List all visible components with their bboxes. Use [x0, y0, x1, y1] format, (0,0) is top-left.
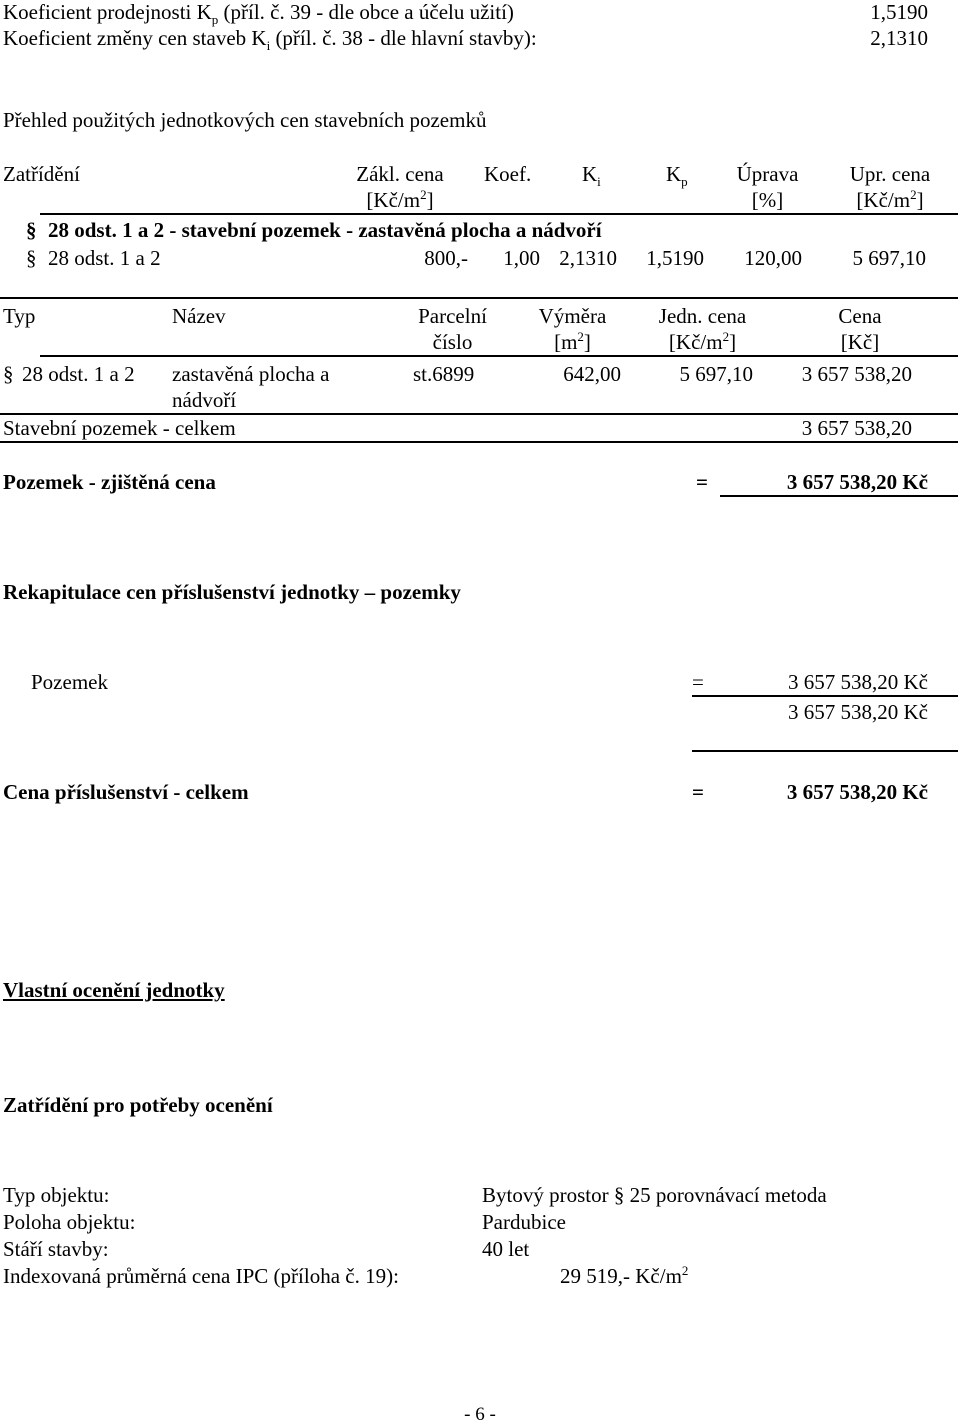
section-title: 28 odst. 1 a 2 - stavební pozemek - zastavěná plocha a nádvoří [48, 218, 602, 242]
row-uprava: 120,00 [744, 246, 802, 270]
building-age-value: 40 let [482, 1237, 530, 1261]
header-koef: Koef. [484, 162, 532, 186]
kp-coefficient-value: 1,5190 [870, 0, 928, 24]
recap-subtotal-rule [692, 750, 958, 752]
row-koef: 1,00 [503, 246, 540, 270]
land-row-nazev-cont: nádvoří [172, 388, 237, 412]
recap-item-value: 3 657 538,20 Kč [788, 670, 928, 694]
land-total-rule [0, 441, 958, 443]
header-uprava-unit: [%] [751, 188, 784, 212]
header-upr-cena-unit: $[Kč/m^2]$ [856, 187, 924, 212]
header-upr-cena: Upr. cena [849, 162, 931, 186]
valuation-title: Vlastní ocenění jednotky [3, 978, 225, 1002]
land-total-value: 3 657 538,20 [801, 416, 912, 440]
recap-total-label: Cena příslušenství - celkem [3, 780, 249, 804]
ki-coefficient-value: 2,1310 [870, 26, 928, 50]
recap-item-eq: = [692, 670, 704, 694]
land-row-typ: 28 odst. 1 a 2 [22, 362, 135, 386]
land-row-nazev: zastavěná plocha a [172, 362, 330, 386]
recap-item-rule [692, 695, 958, 697]
land-row-vymera: 642,00 [563, 362, 621, 386]
land-header-typ: Typ [3, 304, 36, 328]
land-header-jedn-cena: Jedn. cena [658, 304, 747, 328]
land-row-cena: 3 657 538,20 [801, 362, 912, 386]
row-upr-cena: 5 697,10 [852, 246, 926, 270]
building-age-label: Stáří stavby: [3, 1237, 109, 1261]
land-header-cena: Cena [838, 304, 882, 328]
land-header-nazev: Název [172, 304, 226, 328]
ipc-label: Indexovaná průměrná cena IPC (příloha č. 19): [3, 1264, 399, 1288]
object-location-label: Poloha objektu: [3, 1210, 136, 1234]
recap-title: Rekapitulace cen příslušenství jednotky – pozemky [3, 580, 461, 604]
recap-subtotal: 3 657 538,20 Kč [788, 700, 928, 724]
kp-coefficient-label: Koeficient prodejnosti $K_p$ (příl. č. 39 - dle obce a účelu užití) [3, 0, 514, 28]
land-result-rule [720, 495, 958, 497]
land-result-value: 3 657 538,20 Kč [786, 470, 928, 494]
recap-total-eq: = [692, 780, 704, 804]
page-number: - 6 - [464, 1404, 496, 1425]
object-type-label: Typ objektu: [3, 1183, 110, 1207]
header-rule [40, 213, 958, 215]
land-row-parcelni: st.6899 [413, 362, 475, 386]
land-row-jedn-cena: 5 697,10 [679, 362, 753, 386]
header-zatrideni: Zatřídění [3, 162, 80, 186]
land-header-jedn-cena-unit: $[Kč/m^2]$ [668, 329, 737, 354]
land-result-eq: = [696, 470, 708, 494]
ki-coefficient-label: Koeficient změny cen staveb $K_i$ (příl. č. 38 - dle hlavní stavby): [3, 26, 537, 54]
row-zatrideni: 28 odst. 1 a 2 [48, 246, 161, 270]
header-kp: $K_p$ [666, 162, 688, 190]
section-symbol: § [26, 218, 37, 242]
object-location-value: Pardubice [482, 1210, 566, 1234]
land-row-section-symbol: § [3, 362, 14, 386]
row-zakl-cena: 800,- [424, 246, 468, 270]
recap-item-label: Pozemek [31, 670, 108, 694]
land-total-label: Stavební pozemek - celkem [3, 416, 236, 440]
classification-title: Zatřídění pro potřeby ocenění [3, 1093, 273, 1117]
row-section-symbol: § [26, 246, 37, 270]
land-header-rule [40, 355, 958, 357]
land-header-parcelni: Parcelní [418, 304, 487, 328]
land-header-vymera: Výměra [538, 304, 607, 328]
header-uprava: Úprava [736, 162, 799, 186]
prices-overview-title: Přehled použitých jednotkových cen stavebních pozemků [3, 108, 487, 132]
land-header-cena-unit: [Kč] [840, 330, 880, 354]
object-type-value: Bytový prostor § 25 porovnávací metoda [482, 1183, 827, 1207]
row-ki: 2,1310 [559, 246, 617, 270]
row-kp: 1,5190 [646, 246, 704, 270]
land-header-cislo: číslo [432, 330, 473, 354]
recap-total-value: 3 657 538,20 Kč [786, 780, 928, 804]
header-zakl-cena-unit: $[Kč/m^2]$ [366, 187, 434, 212]
header-ki: $K_i$ [582, 162, 601, 190]
land-result-label: Pozemek - zjištěná cena [3, 470, 216, 494]
header-zakl-cena: Zákl. cena [356, 162, 444, 186]
ipc-value: 29 519,- $Kč/m^2$ [560, 1263, 689, 1288]
land-header-vymera-unit: $[m^2]$ [554, 329, 591, 354]
land-table-top-rule [0, 297, 958, 299]
land-row-rule [0, 413, 958, 415]
